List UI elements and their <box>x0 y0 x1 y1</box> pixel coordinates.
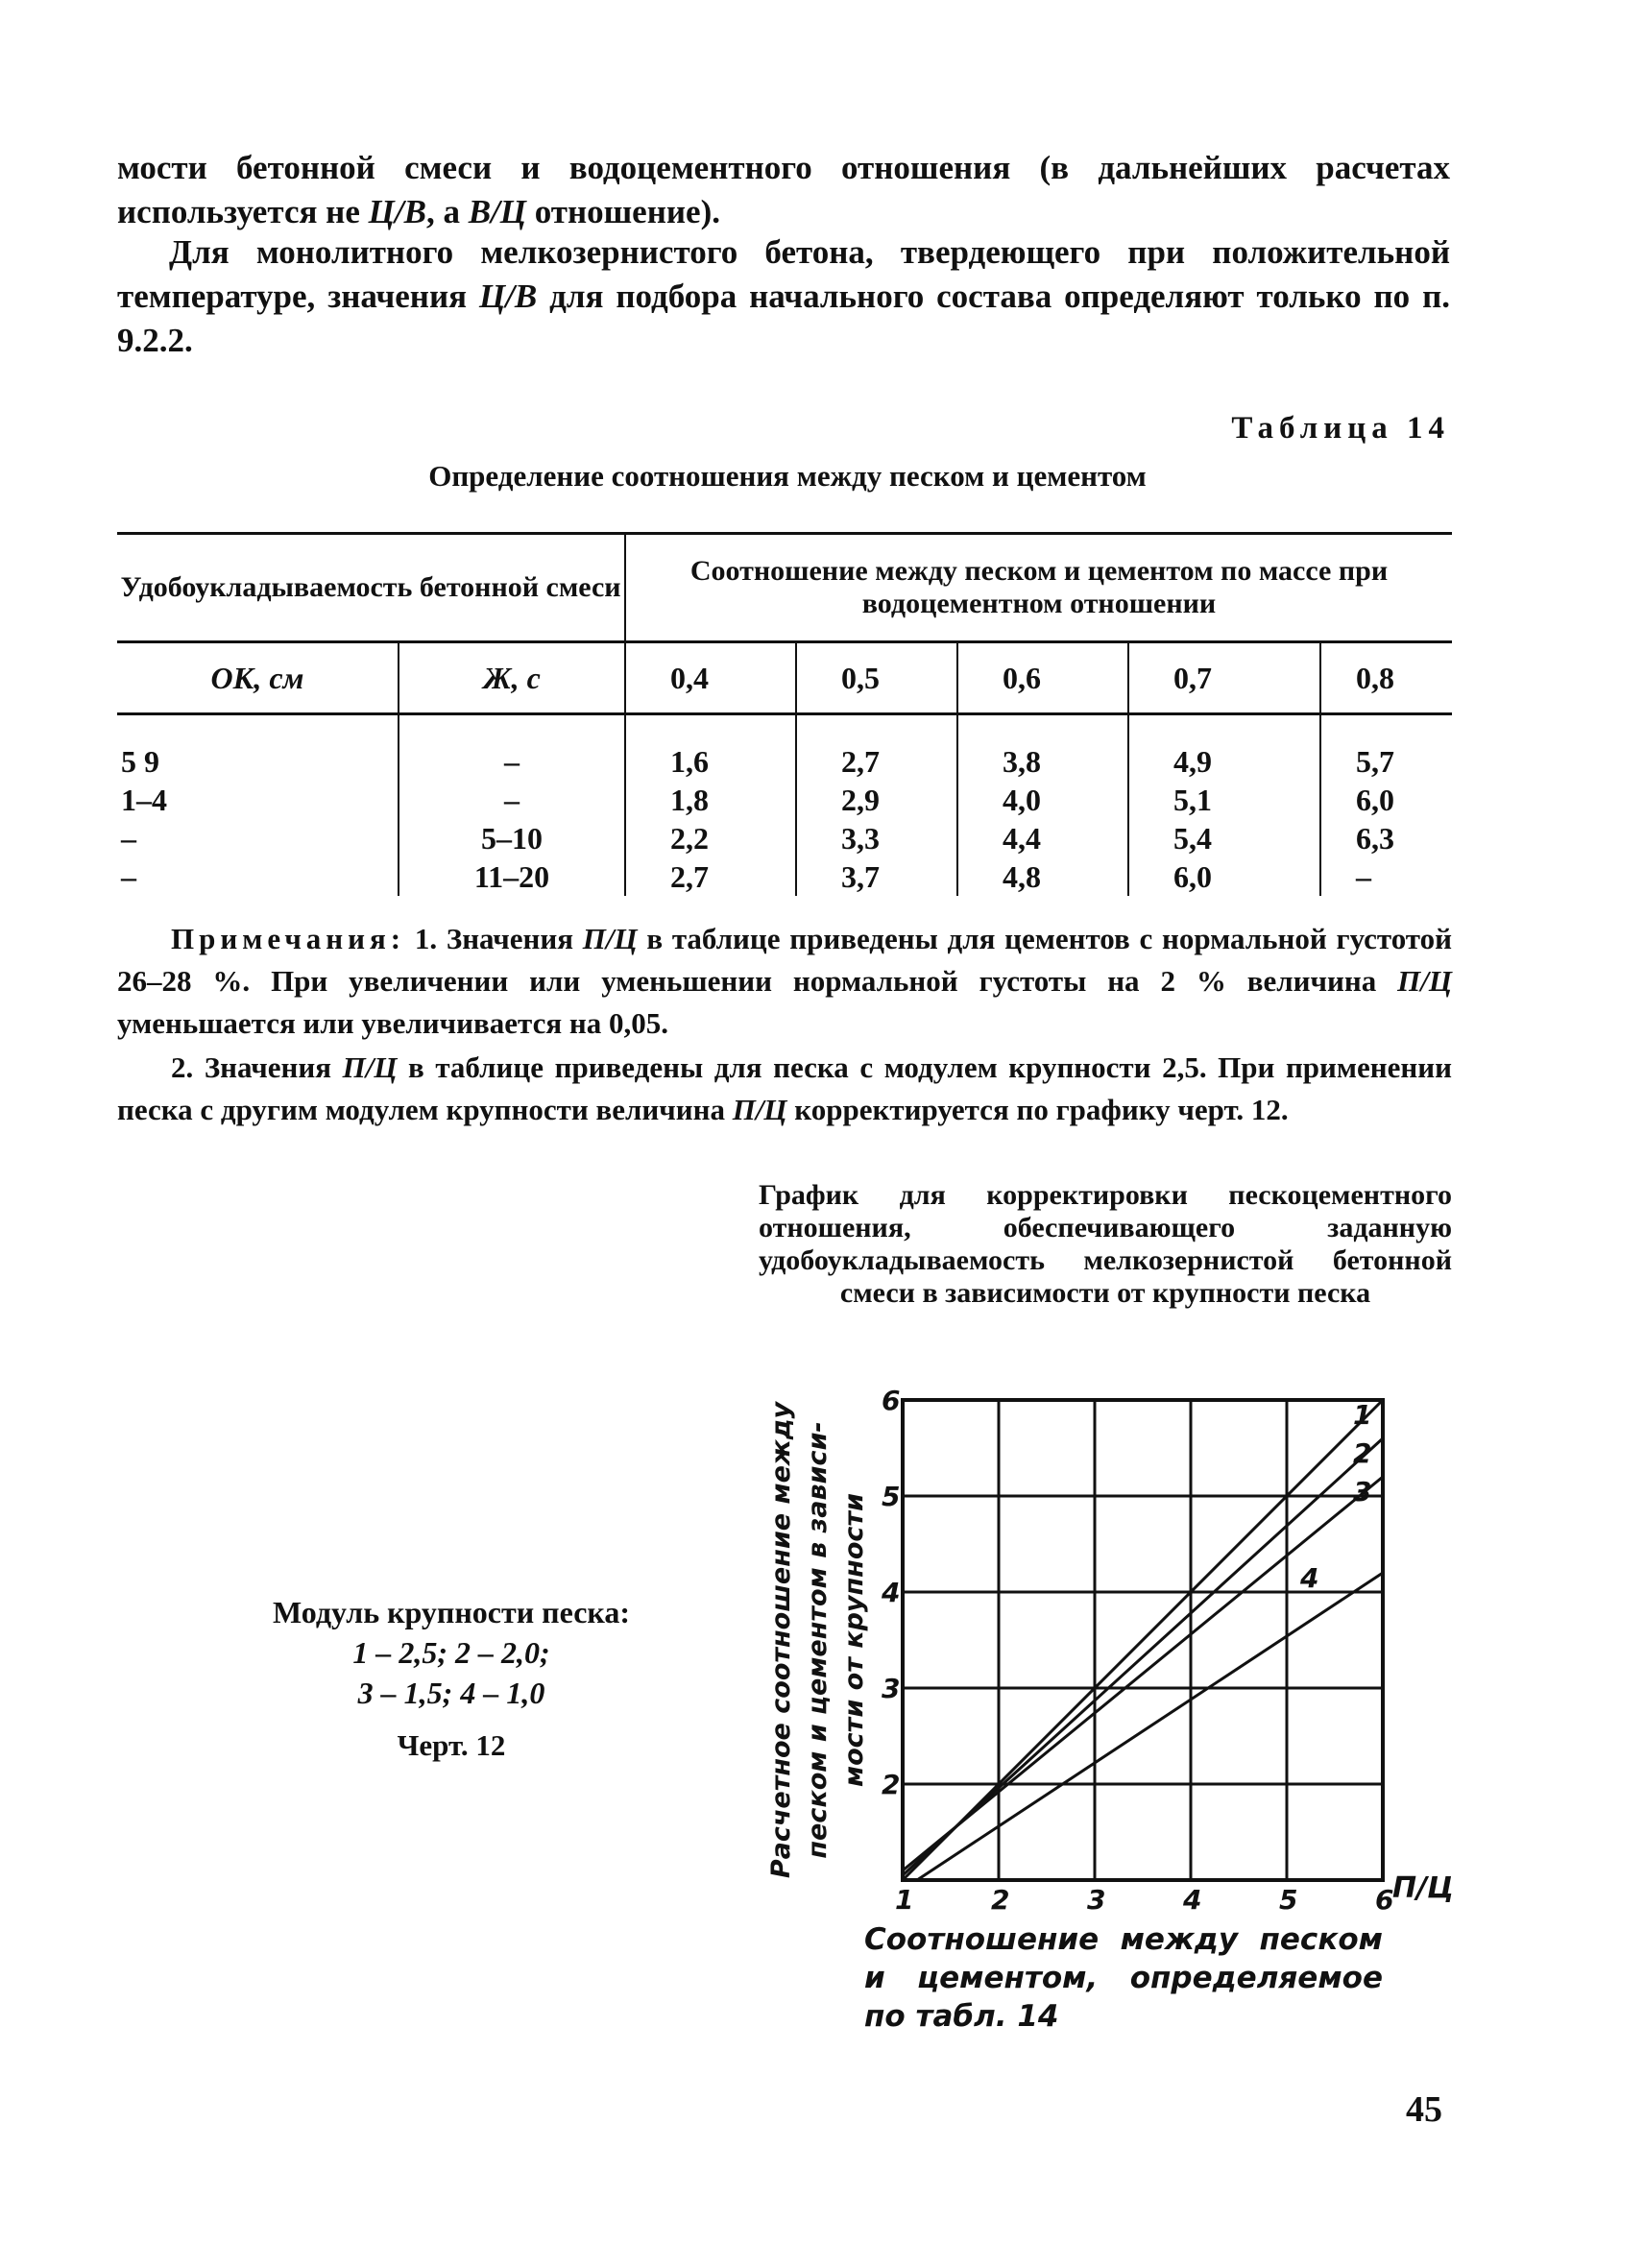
x-tick-label: 3 <box>1087 1884 1106 1916</box>
paragraph-2-text-a: Для монолитного мелкозернистого бетона, твердеющего при положительной температуре, значения <box>117 233 1450 315</box>
table-row <box>117 819 1452 857</box>
paragraph-1 <box>117 146 1450 234</box>
cell-value: 3,7 <box>796 857 957 896</box>
header-ok-label: ОК, см <box>210 660 304 695</box>
cell-zh: – <box>399 781 625 819</box>
cell-value: 5,1 <box>1128 781 1320 819</box>
cell-value: 5,4 <box>1128 819 1320 857</box>
legend-line-2 <box>240 1673 663 1713</box>
paragraph-1-ratio-wc: В/Ц <box>468 193 526 230</box>
series-label-2: 2 <box>1353 1437 1372 1469</box>
note-2 <box>117 1047 1452 1131</box>
x-tick-label: 5 <box>1279 1884 1298 1916</box>
cell-ok: – <box>121 821 136 856</box>
header-zh-label: Ж, с <box>483 660 541 695</box>
cell-value: 2,2 <box>625 819 796 857</box>
cell-zh: 5–10 <box>399 819 625 857</box>
cell-value: 4,0 <box>957 781 1128 819</box>
cell-value: 2,9 <box>796 781 957 819</box>
header-ok <box>117 642 399 714</box>
y-tick-label: 5 <box>882 1481 901 1512</box>
cell-zh: – <box>399 714 625 782</box>
cell-value: 5,7 <box>1320 714 1452 782</box>
header-wc-4: 0,7 <box>1128 642 1320 714</box>
series-label-3: 3 <box>1353 1476 1372 1508</box>
table-row <box>117 714 1452 782</box>
note-1-text-e: уменьшается или увеличивается на 0,05. <box>117 1006 668 1040</box>
cell-value: 4,4 <box>957 819 1128 857</box>
cell-value: 6,0 <box>1128 857 1320 896</box>
cell-value: 1,8 <box>625 781 796 819</box>
note-2-text-a: 2. Значения <box>171 1050 343 1084</box>
header-zh <box>399 642 625 714</box>
cell-value: 4,8 <box>957 857 1128 896</box>
paragraph-2-ratio-cw: Ц/В <box>478 277 538 315</box>
paragraph-2-text-c: для подбора начального состава определяют только по п. 9.2.2. <box>117 277 1450 359</box>
sand-cement-chart <box>749 1373 1479 1920</box>
y-tick-label: 6 <box>882 1385 901 1416</box>
cell-ok: – <box>121 859 136 894</box>
header-wc-5: 0,8 <box>1320 642 1452 714</box>
note-2-text-e: корректируется по графику черт. 12. <box>786 1093 1289 1126</box>
note-2-ratio: П/Ц <box>342 1050 398 1084</box>
y-tick-label: 2 <box>882 1769 901 1800</box>
note-1 <box>117 918 1452 1045</box>
note-1-ratio: П/Ц <box>582 922 638 955</box>
table-row <box>117 857 1452 896</box>
notes-label: Примечания: <box>171 922 406 955</box>
chart-title: График для корректировки пескоцементного отношения, обеспечивающего заданную удобоукладываемость мелкозернистой бетонной смеси в зависимости от крупности песка <box>759 1179 1452 1309</box>
paragraph-1-text-e: отношение). <box>525 193 720 230</box>
legend-line-2-text: 3 – 1,5; 4 – 1,0 <box>357 1676 545 1710</box>
x-unit-label: П/Ц <box>1392 1871 1454 1905</box>
legend-line-1-text: 1 – 2,5; 2 – 2,0; <box>352 1635 550 1670</box>
page-number: 45 <box>1406 2089 1442 2130</box>
paragraph-1-text-a: мости бетонной смеси и водоцементного отношения (в дальнейших расчетах используется не <box>117 149 1450 230</box>
series-line-3 <box>903 1477 1383 1870</box>
cell-value: 3,8 <box>957 714 1128 782</box>
cell-value: 6,3 <box>1320 819 1452 857</box>
paragraph-1-ratio-cw: Ц/В <box>368 193 426 230</box>
paragraph-1-text-c: , а <box>425 193 469 230</box>
y-tick-label: 4 <box>882 1577 901 1608</box>
y-axis-label-line-1: Расчетное соотношение между <box>766 1401 796 1879</box>
table-row <box>117 781 1452 819</box>
table-number: Таблица 14 <box>1231 411 1450 446</box>
cell-value: 2,7 <box>796 714 957 782</box>
series-label-4: 4 <box>1300 1562 1319 1594</box>
cell-value: 1,6 <box>625 714 796 782</box>
header-workability: Удобоукладываемость бетонной смеси <box>117 534 625 642</box>
legend-title: Модуль крупности песка: <box>272 1595 630 1629</box>
sand-cement-table <box>117 532 1452 896</box>
figure-label: Черт. 12 <box>397 1728 506 1762</box>
header-wc-2: 0,5 <box>796 642 957 714</box>
x-tick-label: 4 <box>1183 1884 1202 1916</box>
note-2-text-c: в таблице приведены для песка с модулем крупности 2,5. При применении песка с другим модулем крупности величина <box>117 1050 1452 1126</box>
series-label-1: 1 <box>1353 1399 1372 1431</box>
y-axis-label-line-3: мости от крупности <box>839 1493 869 1787</box>
x-axis-label: Соотношение между песком и цементом, определяемое по табл. 14 <box>864 1922 1383 2034</box>
y-tick-label: 3 <box>882 1673 901 1704</box>
note-1-ratio-2: П/Ц <box>1397 964 1452 998</box>
cell-value: 3,3 <box>796 819 957 857</box>
cell-value: 4,9 <box>1128 714 1320 782</box>
chart-legend <box>240 1592 663 1713</box>
series-line-4 <box>917 1573 1383 1880</box>
header-sand-cement-ratio: Соотношение между песком и цементом по массе при водоцементном отношении <box>625 534 1452 642</box>
cell-value: – <box>1320 857 1452 896</box>
cell-value: 6,0 <box>1320 781 1452 819</box>
legend-line-1 <box>240 1632 663 1673</box>
x-tick-label: 6 <box>1375 1884 1394 1916</box>
x-tick-label: 2 <box>991 1884 1010 1916</box>
cell-value: 2,7 <box>625 857 796 896</box>
note-1-text-c: в таблице приведены для цементов с нормальной густотой 26–28 %. При увеличении или уменьшении нормальной густоты на 2 % величина <box>117 922 1452 998</box>
x-tick-label: 1 <box>895 1884 914 1916</box>
paragraph-2 <box>117 230 1450 363</box>
header-wc-3: 0,6 <box>957 642 1128 714</box>
y-axis-label-line-2: песком и цементом в зависи- <box>803 1421 833 1859</box>
cell-ok: 1–4 <box>121 783 167 817</box>
note-2-ratio-2: П/Ц <box>732 1093 787 1126</box>
table-title: Определение соотношения между песком и цементом <box>428 459 1147 493</box>
note-1-text-a: 1. Значения <box>405 922 583 955</box>
cell-zh: 11–20 <box>399 857 625 896</box>
cell-ok: 5 9 <box>121 744 159 779</box>
header-wc-1: 0,4 <box>625 642 796 714</box>
